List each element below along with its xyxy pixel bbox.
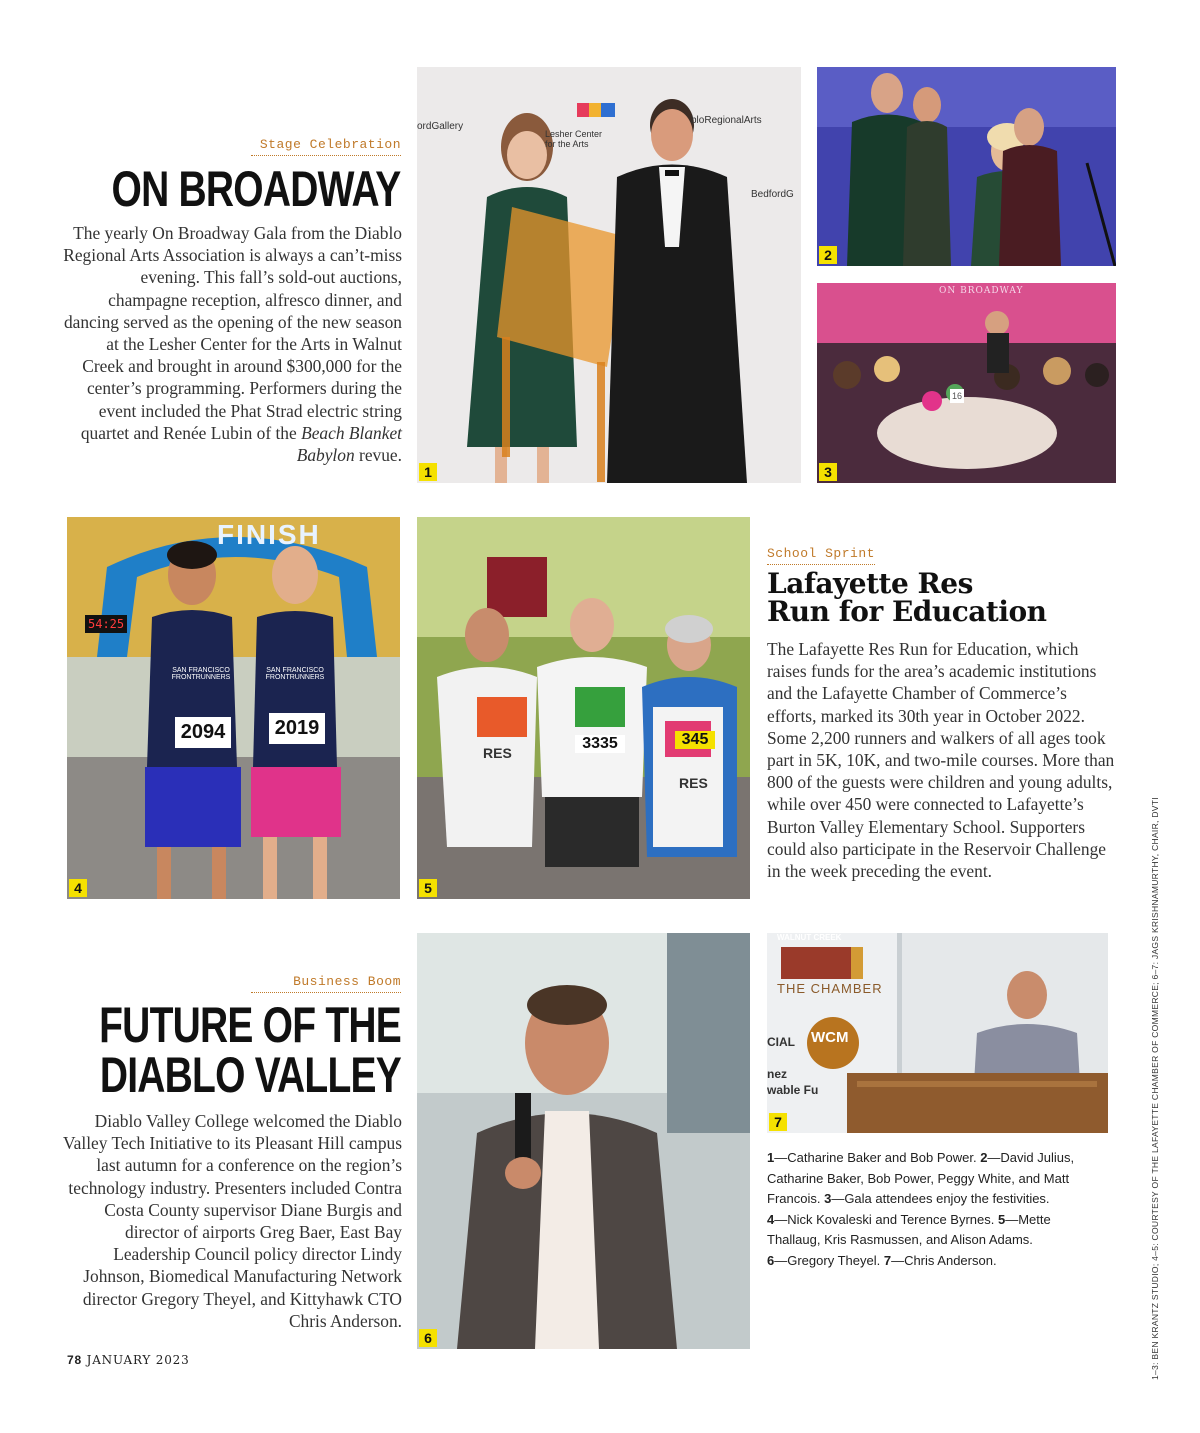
headline-future-line-2: DIABLO VALLEY [99, 1047, 401, 1103]
caption-4-number: 4 [767, 1211, 775, 1227]
photo-7-logo-wcm: WCM [811, 1029, 849, 1046]
caption-1 [767, 1150, 980, 1165]
caption-3-text: Gala attendees enjoy the festivities. [844, 1191, 1050, 1206]
page-folio [67, 1353, 190, 1367]
photo-5-three-runners [417, 517, 750, 899]
photo-6-illustration [417, 933, 750, 1349]
caption-5-dash: — [1005, 1211, 1019, 1227]
on-broadway-body [62, 222, 402, 466]
headline-lafayette-line-2: Run for Education [767, 595, 1047, 628]
photo-1-text-regional-arts: bloRegionalArts [691, 115, 762, 126]
photo-6-number: 6 [419, 1329, 437, 1347]
caption-4-text: Nick Kovaleski and Terence Byrnes. [787, 1211, 998, 1227]
caption-7-text: Chris Anderson. [904, 1252, 997, 1268]
photo-5-number: 5 [419, 879, 437, 897]
caption-2-dash: — [987, 1150, 1001, 1165]
photo-3-dinner [817, 283, 1116, 483]
photo-5-shirt-1: RES [483, 745, 512, 761]
headline-on-broadway-text: ON BROADWAY [111, 161, 401, 217]
folio-issue: JANUARY 2023 [86, 1353, 190, 1367]
photo-4-race-clock: 54:25 [85, 615, 127, 633]
on-broadway-body-end: revue. [359, 445, 402, 466]
photo-7-number: 7 [769, 1113, 787, 1131]
caption-4 [767, 1212, 998, 1227]
caption-6 [767, 1253, 884, 1268]
photo-3-banner: ON BROADWAY [939, 286, 1024, 296]
photo-1-gala-chair [417, 67, 801, 483]
on-broadway-body-italic: Beach Blanket Babylon [296, 422, 402, 466]
photo-5-shirt-2: RES [679, 775, 708, 791]
caption-4-dash: — [774, 1211, 788, 1227]
photo-2-number: 2 [819, 246, 837, 264]
photo-4-number: 4 [69, 879, 87, 897]
photo-captions [767, 1148, 1107, 1271]
caption-1-number: 1 [767, 1150, 775, 1165]
photo-7-side-text-3: wable Fu [767, 1083, 819, 1097]
photo-1-text-gallery: ordGallery [417, 121, 464, 132]
headline-lafayette-res-run [767, 567, 1047, 628]
photo-2-toast [817, 67, 1116, 266]
photo-7-sign-walnut-creek: WALNUT CREEK [777, 933, 842, 942]
photo-credit: 1–3: BEN KRANTZ STUDIO; 4–5: COURTESY OF THE LAFAYETTE CHAMBER OF COMMERCE; 6–7: JAGS KRISHNAMURTHY, CHAIR, DVTI [1150, 797, 1160, 1380]
photo-4-bib-2: 2019 [269, 713, 325, 744]
photo-2-illustration [817, 67, 1116, 266]
photo-7-side-text-2: nez [767, 1067, 788, 1081]
caption-1-dash: — [774, 1150, 788, 1165]
caption-3 [824, 1191, 1049, 1206]
photo-4-illustration [67, 517, 400, 899]
lafayette-body: The Lafayette Res Run for Education, which raises funds for the area’s academic institutions and the Lafayette Chamber of Commerce’s efforts, marked its 30th year in October 2022. Some 2,200 runners and walkers of all ages took part in 5K, 10K, and two-mile courses. More than 800 of the guests were children and young adults, while over 450 were connected to Lafayette’s Burton Valley Elementary School. Supporters could also participate in the Reservoir Challenge in the week preceding the event. [767, 639, 1115, 882]
photo-3-number: 3 [819, 463, 837, 481]
caption-7-number: 7 [883, 1252, 892, 1268]
caption-2-text: David Julius, Catharine Baker, Bob Power, Peggy White, and Matt Francois. [767, 1150, 1075, 1206]
kicker-stage-celebration: Stage Celebration [251, 137, 401, 156]
photo-3-illustration [817, 283, 1116, 483]
caption-6-text: Gregory Theyel. [787, 1252, 884, 1268]
photo-4-shirt-text-2: SAN FRANCISCO FRONTRUNNERS [265, 667, 325, 681]
on-broadway-body-main: The yearly On Broadway Gala from the Diablo Regional Arts Association is always a can’t-miss evening. This fall’s sold-out auctions, champagne reception, alfresco dinner, and dancing served as the opening of the new season at the Lesher Center for the Arts in Walnut Creek and brought in around $300,000 for the center’s programming. Performers during the event included the Phat Strad electric string quartet and Renée Lubin of the [63, 223, 402, 443]
future-body: Diablo Valley College welcomed the Diablo Valley Tech Initiative to its Pleasant Hill campus last autumn for a conference on the region’s technology industry. Presenters included Contra Costa County supervisor Diane Burgis and director of airports Greg Baer, East Bay Leadership Council policy director Lindy Johnson, Biomedical Manufacturing Network director Gregory Theyel, and Kittyhawk CTO Chris Anderson. [63, 1111, 402, 1331]
headline-lafayette-line-1: Lafayette Res [767, 567, 973, 600]
caption-6-dash: — [774, 1252, 788, 1268]
headline-future-line-1: FUTURE OF THE [99, 997, 401, 1053]
caption-1-text: Catharine Baker and Bob Power. [787, 1150, 981, 1165]
folio-page-number: 78 [67, 1353, 82, 1367]
photo-5-illustration [417, 517, 750, 899]
photo-5-bib-2: 345 [675, 731, 715, 749]
photo-4-shirt-text-1: SAN FRANCISCO FRONTRUNNERS [171, 667, 231, 681]
caption-3-number: 3 [824, 1191, 832, 1206]
caption-2-number: 2 [980, 1150, 988, 1165]
headline-future-diablo-valley [99, 997, 401, 1103]
caption-7-dash: — [891, 1252, 905, 1268]
photo-4-bib-1: 2094 [175, 717, 231, 748]
photo-7-podium [767, 933, 1108, 1133]
caption-5-text: Mette Thallaug, Kris Rasmussen, and Alison Adams. [767, 1211, 1051, 1247]
photo-3-table-number: 16 [951, 391, 962, 401]
photo-7-sign-chamber: THE CHAMBER [777, 981, 883, 996]
caption-3-dash: — [831, 1191, 845, 1206]
photo-1-number: 1 [419, 463, 437, 481]
caption-6-number: 6 [767, 1252, 775, 1268]
caption-5-number: 5 [997, 1211, 1006, 1227]
headline-on-broadway [111, 161, 401, 217]
kicker-school-sprint: School Sprint [767, 546, 875, 565]
photo-6-speaker [417, 933, 750, 1349]
photo-1-text-bedford: BedfordG [751, 189, 794, 200]
photo-4-finish-line [67, 517, 400, 899]
photo-5-bib-1: 3335 [575, 735, 625, 753]
photo-4-finish-banner: FINISH [217, 519, 321, 550]
photo-1-text-lesher: Lesher Center for the Arts [545, 129, 603, 149]
photo-7-side-text-1: CIAL [767, 1035, 795, 1049]
caption-7 [884, 1253, 997, 1268]
kicker-business-boom: Business Boom [251, 974, 401, 993]
